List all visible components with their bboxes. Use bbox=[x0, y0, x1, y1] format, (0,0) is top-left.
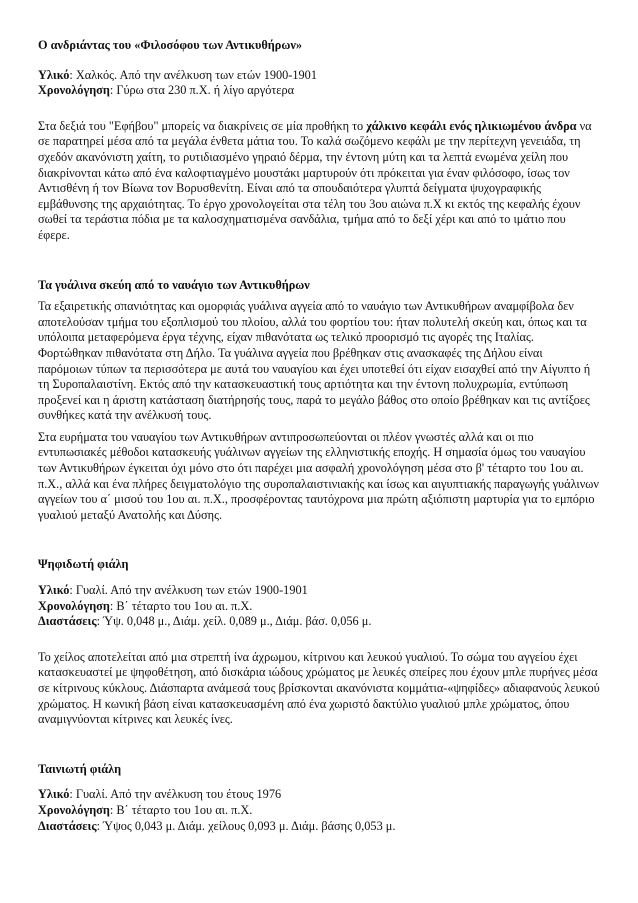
glass-vessels-paragraph-2: Στα ευρήματα του ναυαγίου των Αντικυθήρων αντιπροσωπεύονται οι πλέον γνωστές αλλά και οι πιο εντυπωσιακές μέθοδοι κατασκευής γυάλινων αγγείων της ελληνιστικής εποχής. Η σημασία όμως του ναυαγίου των Αντικυθήρων έγκειται όχι μόνο στο ότι παρέχει μια ασφαλή χρονολόγηση μέσα στο β' τέταρτο του 1ου αι. π.Χ., αλλά και ένα πλήρες δειγματολόγιο της συροπαλαιστινιακής και ίσως και αιγυπτιακής παραγωγής γυάλινων αγγείων του α΄ μισού του 1ου αι. π.Χ., προσφέροντας ταυτόχρονα μια πρώτη αξιόπιστη μαρτυρία για το εμπόριο γυαλιού μεταξύ Ανατολής και Δύσης. bbox=[38, 429, 599, 522]
dating-line bbox=[38, 83, 600, 99]
description-start: Στα δεξιά του "Εφήβου" μπορείς να διακρίνεις σε μία προθήκη το bbox=[38, 118, 367, 133]
material-value: : Χαλκός. Από την ανέλκυση των ετών 1900-1901 bbox=[69, 67, 317, 82]
section-title-philosopher: Ο ανδριάντας του «Φιλοσόφου των Αντικυθήρων» bbox=[38, 38, 302, 52]
section-title-mosaic-bowl: Ψηφιδωτή φιάλη bbox=[38, 557, 129, 572]
dating-line bbox=[38, 803, 600, 819]
material-value: : Γυαλί. Από την ανέλκυση των ετών 1900-1901 bbox=[69, 583, 308, 598]
dimensions-label: Διαστάσεις bbox=[38, 614, 97, 629]
dating-value: : Γύρω στα 230 π.Χ. ή λίγο αργότερα bbox=[109, 83, 295, 98]
dating-label: Χρονολόγηση bbox=[38, 598, 110, 613]
material-label: Υλικό bbox=[38, 787, 70, 802]
material-label: Υλικό bbox=[38, 583, 70, 598]
dating-label: Χρονολόγηση bbox=[38, 83, 110, 98]
banded-bowl-meta bbox=[38, 787, 600, 834]
material-value: : Γυαλί. Από την ανέλκυση του έτους 1976 bbox=[69, 787, 282, 802]
material-line bbox=[38, 68, 600, 84]
mosaic-bowl-description: Το χείλος αποτελείται από μια στρεπτή ίνα άχρωμου, κίτρινου και λευκού γυαλιού. Το σώμα του αγγείου έχει κατασκευαστεί με ψηφοθέτηση, από δισκάρια ιώδους χρώματος με λευκές σπείρες που έχουν μπλε πυρήνες μέσα σε κίτρινους κύκλους. Διάσπαρτα ανάμεσά τους βρίσκονται ακανόνιστα κομμάτια-«ψηφίδες» αδιαφανούς λευκού χρώματος. Η κωνική βάση είναι κατασκευασμένη από ένα χωριστό δακτύλιο γυαλιού μπλε χρώματος, όπου αναμιγνύονται κίτρινες και λευκές ίνες. bbox=[38, 649, 600, 727]
dating-value: : Β΄ τέταρτο του 1ου αι. π.Χ. bbox=[109, 598, 253, 613]
dimensions-line bbox=[38, 819, 600, 835]
philosopher-meta bbox=[38, 68, 600, 99]
dating-line bbox=[38, 599, 600, 615]
dimensions-value: : Ύψος 0,043 μ. Διάμ. χείλους 0,093 μ. Διάμ. βάσης 0,053 μ. bbox=[96, 818, 396, 833]
dating-value: : Β΄ τέταρτο του 1ου αι. π.Χ. bbox=[109, 802, 253, 817]
document-page bbox=[38, 38, 600, 834]
dimensions-value: : Ύψ. 0,048 μ., Διάμ. χείλ. 0,089 μ., Διάμ. βάσ. 0,056 μ. bbox=[96, 614, 372, 629]
description-highlight: χάλκινο κεφάλι ενός ηλικιωμένου άνδρα bbox=[366, 118, 577, 133]
philosopher-description bbox=[38, 119, 600, 244]
description-end: να σε παρατηρεί μέσα από τα μεγάλα ένθετα μάτια του. Το καλά σωζόμενο κεφάλι με την περίτεχνη γενειάδα, τη σχεδόν ακανόνιστη χαίτη, το ρυτιδιασμένο γηραιό δέρμα, την έντονη μύτη και τα λεπτά ενωμένα χείλη που διακρίνονται κάτω από ένα καλοφτιαγμένο μουστάκι μαρτυρούν ότι πρόκειται για έναν φιλόσοφο, ίσως τον Αντισθένη ή τον Βίωνα τον Βορυσθενίτη. Είναι από τα σπουδαιότερα γλυπτά δείγματα ψυχογραφικής εμβάθυνσης της αρχαιότητας. Το έργο χρονολογείται στα τέλη του 3ου αιώνα π.Χ κι εκτός της κεφαλής έχουν σωθεί τα τεράστια πόδια με τα καλοσχηματισμένα σανδάλια, τμήμα από το δεξί χέρι και από το ιμάτιο που έφερε. bbox=[38, 118, 592, 242]
material-label: Υλικό bbox=[38, 67, 70, 82]
glass-vessels-paragraph-1: Τα εξαιρετικής σπανιότητας και ομορφιάς γυάλινα αγγεία από το ναυάγιο των Αντικυθήρων αναμφίβολα δεν αποτελούσαν τμήμα του εξοπλισμού του πλοίου, αλλά του φορτίου του: ήταν πολυτελή σκεύη και, όπως και τα υπόλοιπα μεταφερόμενα έργα τέχνης, είχαν πιθανότατα ως τελικό προορισμό τις αγορές της Ιταλίας. Φορτώθηκαν πιθανότατα στη Δήλο. Τα γυάλινα αγγεία που βρέθηκαν στις ανασκαφές της Δήλου είναι παρόμοιων τύπων τα περισσότερα με αυτά του ναυαγίου και έχει υποτεθεί ότι είχαν εισαχθεί από την Αίγυπτο ή τη Συροπαλαιστίνη. Εκτός από την κατασκευαστική τους αρτιότητα και την έντονη πολυχρωμία, εντύπωση προξενεί και η άριστη κατάσταση διατήρησής τους, παρά το μεγάλο βάθος στο οποίο βρέθηκαν και τις αντίξοες συνθήκες κατά την ανέλκυσή τους. bbox=[38, 299, 591, 423]
material-line bbox=[38, 583, 600, 599]
dating-label: Χρονολόγηση bbox=[38, 802, 110, 817]
material-line bbox=[38, 787, 600, 803]
dimensions-line bbox=[38, 614, 600, 630]
section-title-glass-vessels: Τα γυάλινα σκεύη από το ναυάγιο των Αντικυθήρων bbox=[38, 277, 310, 292]
mosaic-bowl-meta bbox=[38, 583, 600, 630]
dimensions-label: Διαστάσεις bbox=[38, 818, 97, 833]
section-title-banded-bowl: Ταινιωτή φιάλη bbox=[38, 761, 122, 776]
